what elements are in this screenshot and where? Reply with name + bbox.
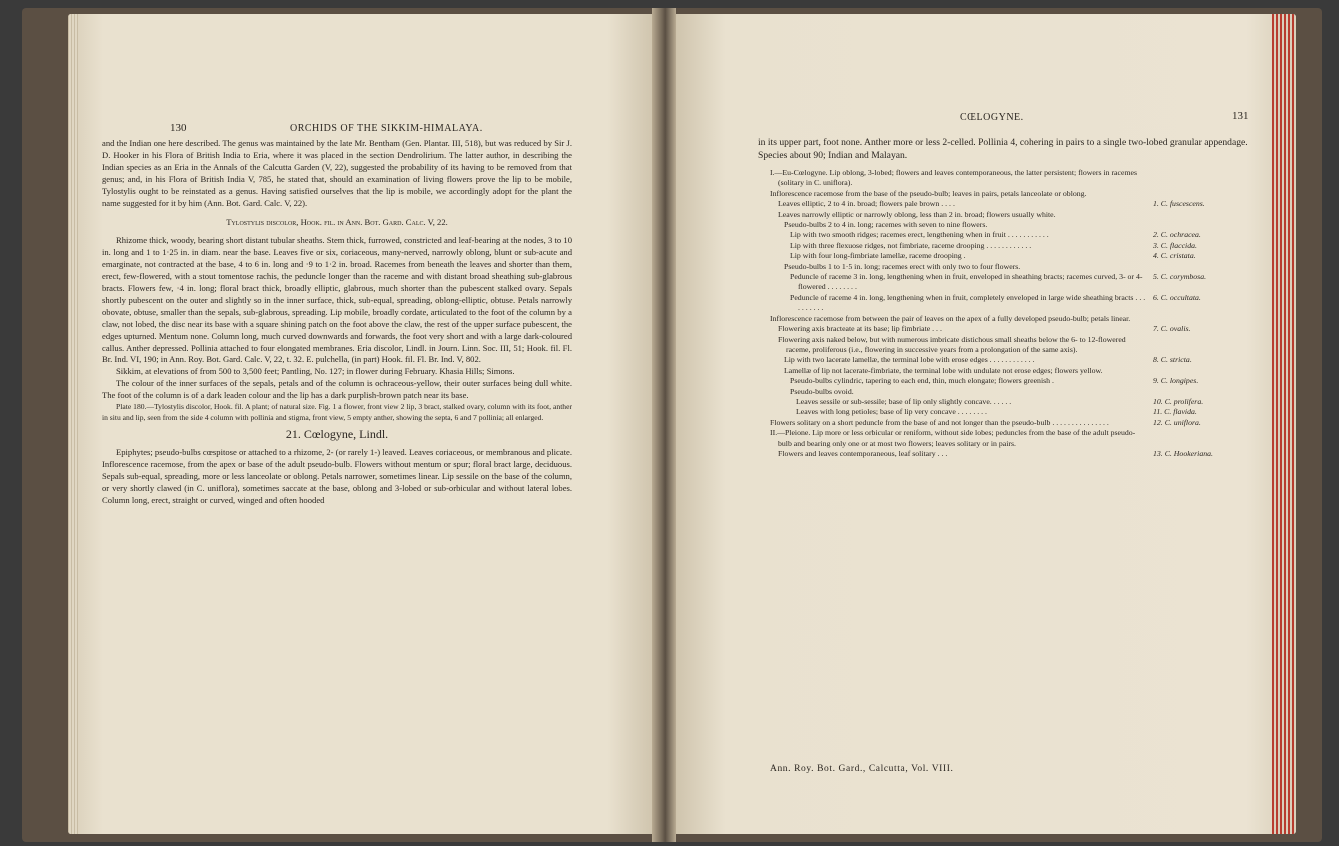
key-species-number: 10. C. prolifera. [1153, 396, 1204, 406]
key-species-number: 2. C. ochracea. [1153, 230, 1201, 240]
key-entry-text: II.—Pleione. Lip more or less orbicular or reniform, without side lobes; peduncles from the base of the adult pseudo-bulb and bearing only one or at most two flowers; leaves solitary or in pairs. [770, 428, 1136, 448]
key-entry-text: Pseudo-bulbs 1 to 1·5 in. long; racemes erect with only two to four flowers. [784, 261, 1021, 271]
key-entry [758, 314, 1148, 324]
key-entry [758, 376, 1199, 386]
key-entry [758, 262, 1148, 272]
key-entry-text: Lip with three flexuose ridges, not fimbriate, raceme drooping . . . . . . . . . . . . [790, 240, 1032, 250]
species-heading: Tylostylis discolor, Hook. fil. in Ann. Bot. Gard. Calc. V, 22. [226, 217, 448, 228]
genus-description: Epiphytes; pseudo-bulbs cœspitose or attached to a rhizome, 2- (or rarely 1-) leaved. Leaves coriaceous, or membranous and plicate. Inflorescence racemose, from the apex or base of the adult pseudo-bulb. Flowers without mentum or spur; floral bract large, deciduous. Sepals sub-equal, spreading, more or less lanceolate or oblong. Petals narrower, sometimes linear. Lip sessile on the base of the column, or very shortly clawed (in C. uniflora), sometimes saccate at the base, oblong and 3-lobed or sub-orbicular and without lateral lobes. Column long, erect, straight or curved, winged and often hooded [102, 447, 572, 505]
key-entry-text: Flowering axis bracteate at its base; lip fimbriate . . . [778, 324, 942, 334]
genus-description-continued: in its upper part, foot none. Anther more or less 2-celled. Pollinia 4, cohering in pairs to a single two-lobed granular appendage. Species about 90; Indian and Malayan. [758, 137, 1248, 161]
key-entry [758, 324, 1191, 334]
key-species-number: 7. C. ovalis. [1153, 324, 1191, 334]
genus-heading: 21. Cœlogyne, Lindl. [285, 427, 389, 442]
key-entry-text: Flowers and leaves contemporaneous, leaf solitary . . . [778, 448, 948, 458]
key-entry [758, 428, 1148, 449]
distribution: Sikkim, at elevations of from 500 to 3,500 feet; Pantling, No. 127; in flower during February. Khasia Hills; Simons. [116, 366, 515, 377]
key-entry [758, 355, 1192, 365]
key-entry-text: Lip with two smooth ridges; racemes erect, lengthening when in fruit . . . . . . . . . . . [790, 230, 1049, 240]
key-entry [758, 251, 1196, 261]
book-gutter [652, 8, 676, 842]
key-entry [758, 240, 1197, 251]
key-entry [758, 199, 1205, 209]
key-entry-text: I.—Eu-Cœlogyne. Lip oblong, 3-lobed; flowers and leaves contemporaneous, the latter persistent; flowers in racemes (solitary in C. uniflora). [770, 168, 1137, 188]
key-entry-text: Lip with two lacerate lamellæ, the terminal lobe with erose edges . . . . . . . . . . . . [784, 355, 1035, 365]
intro-paragraph: and the Indian one here described. The genus was maintained by the late Mr. Bentham (Gen. Plantar. III, 518), but was reduced by Sir J. D. Hooker in his Flora of British India to Eria, where it was placed in the section Dendrolirium. The latter author, in describing the Indian species as an Eria in the Annals of the Calcutta Garden (V, 22), suggested the probability of its having to be removed from that genus; and, in his Flora of British India V, 785, he stated that, should an examination of living flowers prove the lip to be mobile, Tylostylis ought to be reinstated as a genus. Having satisfied ourselves that the lip is mobile, we accordingly adopt for the plant the name suggested for it by him (Ann. Bot. Gard. Calc. V, 22). [102, 138, 572, 208]
key-entry-text: Leaves elliptic, 2 to 4 in. broad; flowers pale brown . . . . [778, 199, 955, 209]
key-species-number: 3. C. flaccida. [1153, 240, 1197, 250]
right-running-header: CŒLOGYNE. [960, 112, 1024, 123]
key-species-number: 13. C. Hookeriana. [1153, 448, 1213, 458]
species-description: Rhizome thick, woody, bearing short distant tubular sheaths. Stem thick, furrowed, constricted and leaf-bearing at the nodes, 3 to 10 in. long and 1 to 1·25 in. in diam. near the base. Leaves five or six, coriaceous, many-nerved, narrowly oblong, blunt or sub-acute and emarginate, not contracted at the base, 4 to 6 in. long and ·9 to 1·2 in. broad. Racemes from beneath the leaves and shorter than them, erect, few-flowered, with a stout tomentose rachis, the peduncle longer than the raceme and with distant broad sheathing sub-glabrous bracts. Flowers few, ·4 in. long; floral bract thick, broadly elliptic, glabrous, much shorter than the pubescent stalked ovary. Sepals shortly pubescent on the outer and slightly so in the inner surface, thick, sub-equal, spreading, oblong-elliptic, obtuse. Petals narrowly obovate, obtuse, smaller than the sepals, sub-glabrous, spreading. Lip mobile, broadly cordate, articulated to the foot of the column by a claw, not lobed, the disc near its base with a square shining patch on the foot above the claw, the rest of the upper surface pubescent, the edges upturned. Mentum none. Column long, much curved downwards and forwards, the foot very short and with a large dark-coloured callus. Anther depressed. Pollinia attached to four elongated membranes. Eria discolor, Lindl. in Journ. Linn. Soc. III, 51; Hook. fil. Fl. Br. Ind. VI, 190; in Ann. Roy. Bot. Gard. Calc. V, 22, t. 32. E. pulchella, (in part) Hook. fil. Fl. Br. Ind. V, 802. [102, 235, 572, 365]
right-body [758, 136, 1258, 459]
key-entry [758, 417, 1201, 428]
key-entry-text: Peduncle of raceme 4 in. long, lengthening when in fruit, completely enveloped in large wide sheathing bracts . . . . . . . . . . [790, 292, 1146, 313]
key-entry-text: Flowers solitary on a short peduncle from the base of and not longer than the pseudo-bulb . . . . . . . . . . . . . . . [770, 417, 1109, 427]
key-entry-text: Pseudo-bulbs ovoid. [790, 386, 854, 396]
species-key [758, 168, 1258, 459]
key-entry [758, 220, 1148, 230]
key-entry [758, 272, 1207, 293]
key-entry-text: Pseudo-bulbs cylindric, tapering to each end, thin, much elongate; flowers greenish . [790, 376, 1054, 386]
key-species-number: 8. C. stricta. [1153, 355, 1192, 365]
key-entry [758, 292, 1201, 314]
key-entry-text: Inflorescence racemose from between the pair of leaves on the apex of a fully developed pseudo-bulb; petals linear. [770, 313, 1131, 323]
key-species-number: 9. C. longipes. [1153, 376, 1199, 386]
key-entry-text: Leaves sessile or sub-sessile; base of lip only slightly concave. . . . . . [796, 396, 1012, 406]
key-entry-text: Leaves narrowly elliptic or narrowly oblong, less than 2 in. broad; flowers usually white. [778, 209, 1056, 219]
key-entry [758, 366, 1148, 376]
key-species-number: 4. C. cristata. [1153, 251, 1196, 261]
left-body [102, 138, 572, 507]
key-entry [758, 448, 1213, 459]
key-entry-text: Lamellæ of lip not lacerate-fimbriate, the terminal lobe with undulate not erose edges; flowers yellow. [784, 365, 1103, 375]
key-species-number: 1. C. fuscescens. [1153, 199, 1205, 209]
key-entry [758, 210, 1148, 220]
key-species-number: 12. C. uniflora. [1153, 417, 1201, 427]
key-entry [758, 189, 1148, 199]
colour-note: The colour of the inner surfaces of the sepals, petals and of the column is ochraceous-yellow, their outer surfaces being dull white. The foot of the column is of a dark leaden colour and the lip has a dark purplish-brown patch near its base. [102, 378, 572, 401]
key-species-number: 5. C. corymbosa. [1153, 272, 1207, 282]
plate-caption: Plate 180.—Tylostylis discolor, Hook. fil. A plant; of natural size. Fig. 1 a flower, front view 2 lip, 3 bract, stalked ovary, column with its foot, anther in situ and lip, seen from the side 4 column with pollinia and stigma, front view, 5 empty anther, showing the septa, 6 and 7 pollinia; all enlarged. [102, 402, 572, 422]
key-species-number: 11. C. flavida. [1153, 407, 1197, 417]
left-page-edge [68, 14, 78, 834]
right-page-number: 131 [1232, 110, 1249, 122]
key-entry-text: Pseudo-bulbs 2 to 4 in. long; racemes with seven to nine flowers. [784, 220, 988, 230]
key-entry [758, 396, 1204, 407]
key-entry-text: Lip with four long-fimbriate lamellæ, raceme drooping . [790, 251, 966, 261]
key-entry [758, 230, 1201, 240]
key-entry-text: Peduncle of raceme 3 in. long, lengthening when in fruit, enveloped in sheathing bracts; racemes curved, 3- or 4-flowered . . . . . . . . [790, 272, 1143, 292]
key-entry-text: Flowering axis naked below, but with numerous imbricate distichous small sheaths below the 6- to 12-flowered raceme, proliferous (i.e., flowering in successive years from a prolongation of the same axis). [778, 334, 1126, 354]
key-entry [758, 335, 1148, 356]
page-edges [1272, 14, 1296, 834]
page-footer: Ann. Roy. Bot. Gard., Calcutta, Vol. VIII. [770, 764, 954, 774]
key-entry-text: Leaves with long petioles; base of lip very concave . . . . . . . . [796, 407, 987, 417]
left-page-number: 130 [170, 122, 187, 134]
key-species-number: 6. C. occultata. [1153, 292, 1201, 302]
key-entry [758, 168, 1148, 189]
key-entry [758, 407, 1197, 417]
key-entry [758, 387, 1148, 397]
left-running-header: ORCHIDS OF THE SIKKIM-HIMALAYA. [290, 123, 483, 134]
key-entry-text: Inflorescence racemose from the base of the pseudo-bulb; leaves in pairs, petals lanceolate or oblong. [770, 188, 1087, 198]
